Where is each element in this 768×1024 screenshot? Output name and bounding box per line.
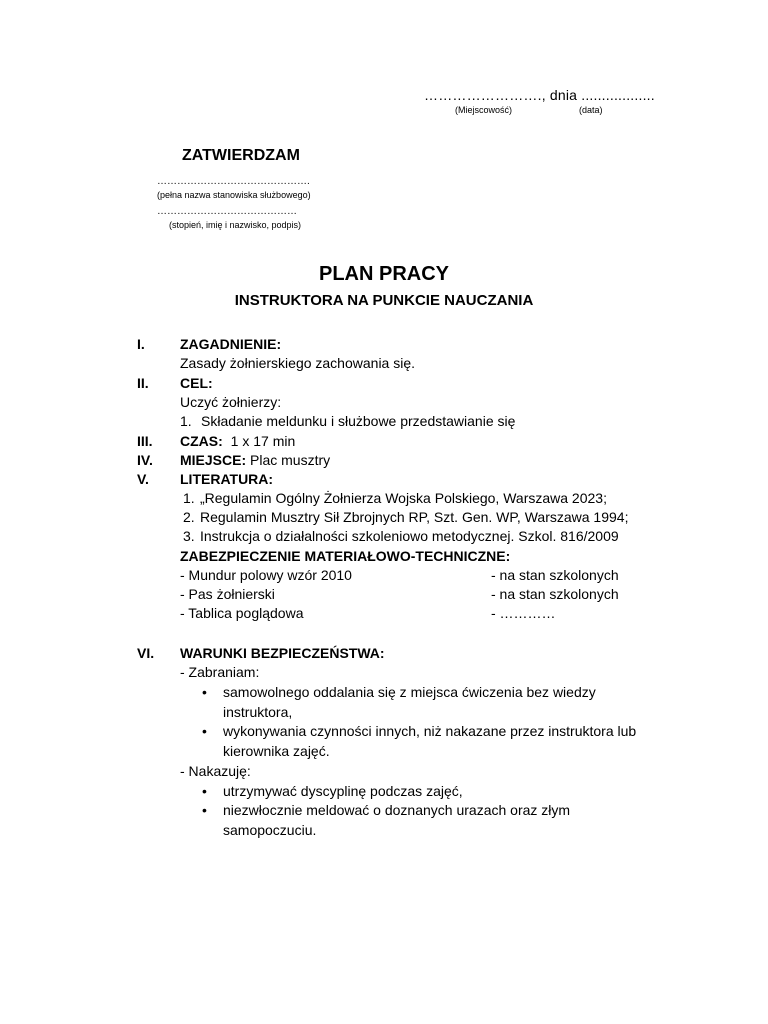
- material-note: - …………: [491, 605, 556, 621]
- order-item-line2: samopoczuciu.: [223, 822, 317, 838]
- section-3-label: CZAS:: [180, 433, 223, 449]
- bullet-icon: •: [202, 723, 207, 739]
- section-4-number: IV.: [137, 452, 153, 468]
- material-item: - Pas żołnierski: [180, 586, 275, 602]
- order-label: - Nakazuję:: [180, 763, 251, 779]
- order-item-line1: utrzymywać dyscyplinę podczas zajęć,: [223, 783, 463, 799]
- section-4-label: MIEJSCE:: [180, 452, 247, 468]
- section-4-value: Plac musztry: [250, 452, 331, 468]
- section-2-label: CEL:: [180, 375, 213, 391]
- section-3-row: [180, 432, 295, 450]
- section-2-item-number: 1.: [180, 413, 192, 429]
- approval-position-line: ……………………………………….: [157, 176, 310, 187]
- material-note: - na stan szkolonych: [491, 586, 619, 602]
- forbid-item-line1: wykonywania czynności innych, niż nakazane przez instruktora lub: [223, 723, 637, 739]
- section-1-label: ZAGADNIENIE:: [180, 336, 282, 352]
- place-date-line: ……………………., dnia ..................: [424, 87, 655, 103]
- literature-item-number: 1.: [183, 490, 195, 506]
- document-title: PLAN PRACY: [318, 263, 449, 285]
- material-item: - Mundur polowy wzór 2010: [180, 567, 352, 583]
- section-4-row: [180, 451, 330, 469]
- forbid-item-line2: kierownika zajęć.: [223, 743, 330, 759]
- bullet-icon: •: [202, 802, 207, 818]
- bullet-icon: •: [202, 684, 207, 700]
- section-3-value: 1 x 17 min: [230, 433, 296, 449]
- date-hint: (data): [579, 105, 603, 115]
- material-heading: ZABEZPIECZENIE MATERIAŁOWO-TECHNICZNE:: [180, 548, 511, 564]
- section-2-text: Uczyć żołnierzy:: [180, 394, 282, 410]
- approval-position-hint: (pełna nazwa stanowiska służbowego): [157, 190, 311, 200]
- literature-item-number: 2.: [183, 509, 195, 525]
- section-6-number: VI.: [137, 645, 155, 661]
- section-2-item: Składanie meldunku i służbowe przedstawianie się: [201, 413, 516, 429]
- approval-signature-hint: (stopień, imię i nazwisko, podpis): [169, 220, 302, 230]
- document-subtitle: INSTRUKTORA NA PUNKCIE NAUCZANIA: [234, 292, 534, 309]
- forbid-item-line1: samowolnego oddalania się z miejsca ćwiczenia bez wiedzy: [223, 684, 596, 700]
- approval-signature-line: ……………………………………: [157, 206, 297, 217]
- forbid-item-line2: instruktora,: [223, 704, 293, 720]
- literature-item: „Regulamin Ogólny Żołnierza Wojska Polskiego, Warszawa 2023;: [200, 490, 607, 506]
- literature-item: Instrukcja o działalności szkoleniowo metodycznej. Szkol. 816/2009: [200, 528, 619, 544]
- place-hint: (Miejscowość): [455, 105, 513, 115]
- literature-item: Regulamin Musztry Sił Zbrojnych RP, Szt. Gen. WP, Warszawa 1994;: [200, 509, 629, 525]
- literature-item-number: 3.: [183, 528, 195, 544]
- section-5-label: LITERATURA:: [180, 471, 274, 487]
- bullet-icon: •: [202, 783, 207, 799]
- section-3-number: III.: [137, 433, 153, 449]
- section-6-label: WARUNKI BEZPIECZEŃSTWA:: [180, 645, 385, 661]
- section-2-number: II.: [137, 375, 149, 391]
- section-5-number: V.: [137, 471, 149, 487]
- material-note: - na stan szkolonych: [491, 567, 619, 583]
- section-1-text: Zasady żołnierskiego zachowania się.: [180, 355, 416, 371]
- approval-heading: ZATWIERDZAM: [182, 147, 300, 164]
- forbid-label: - Zabraniam:: [180, 664, 260, 680]
- material-item: - Tablica poglądowa: [180, 605, 304, 621]
- section-1-number: I.: [137, 336, 145, 352]
- order-item-line1: niezwłocznie meldować o doznanych urazach oraz złym: [223, 802, 571, 818]
